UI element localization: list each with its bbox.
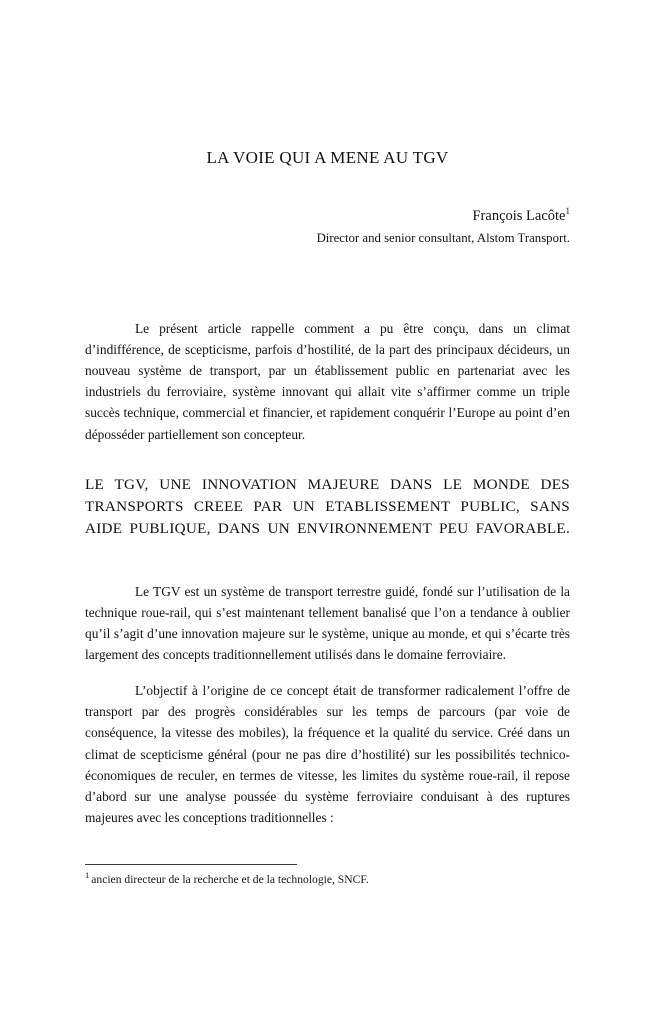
footnote-marker: 1 — [85, 870, 90, 881]
page-title: LA VOIE QUI A MENE AU TGV — [206, 148, 449, 167]
author-affiliation: Director and senior consultant, Alstom Transport. — [316, 231, 570, 246]
footnote-text: ancien directeur de la recherche et de la technologie, SNCF. — [91, 873, 369, 886]
footnote-entry — [85, 872, 570, 888]
section-paragraph-2: L’objectif à l’origine de ce concept était de transformer radicalement l’offre de transport par des progrès considérables sur les temps de parcours (par voie de conséquence, la vitesse des mobiles), la fréquence et la qualité du service. Créé dans un climat de scepticisme général (pour ne pas dire d’hostilité) sur les possibilités technico-économiques de reculer, en termes de vitesse, les limites du système roue-rail, il repose d’abord sur une analyse poussée du système ferroviaire conduisant à des ruptures majeures avec les conceptions traditionnelles : — [85, 683, 570, 825]
author-name — [85, 206, 570, 227]
abstract-paragraph: Le présent article rappelle comment a pu être conçu, dans un climat d’indifférence, de scepticisme, parfois d’hostilité, de la part des principaux décideurs, un nouveau système de transport, par un établissement public en partenariat avec les industriels du ferroviaire, système innovant qui allait vite s’affirmer comme un triple succès technique, commercial et financier, et rapidement conquérir l’Europe au point d’en déposséder partiellement son concepteur. — [85, 321, 570, 442]
footnote-zone — [85, 864, 570, 888]
byline-block — [85, 206, 570, 248]
footnote-separator-rule — [85, 864, 297, 865]
author-footnote-marker: 1 — [565, 206, 570, 217]
spacer-before-heading — [85, 445, 570, 474]
spacer-after-heading — [85, 562, 570, 581]
article-body — [85, 318, 570, 828]
author-name-text: François Lacôte — [472, 208, 566, 224]
section-paragraph-1: Le TGV est un système de transport terrestre guidé, fondé sur l’utilisation de la technique roue-rail, qui s’est maintenant tellement banalisé que l’on a tendance à oublier qu’il s’agit d’une innovation majeure sur le système, unique au monde, et qui s’écarte très largement des concepts traditionnellement utilisés dans le domaine ferroviaire. — [85, 583, 570, 663]
section-heading: LE TGV, UNE INNOVATION MAJEURE DANS LE MONDE DES TRANSPORTS CREEE PAR UN ETABLISSEMENT PUBLIC, SANS AIDE PUBLIQUE, DANS UN ENVIRONNEMENT PEU FAVORABLE. — [85, 475, 570, 537]
